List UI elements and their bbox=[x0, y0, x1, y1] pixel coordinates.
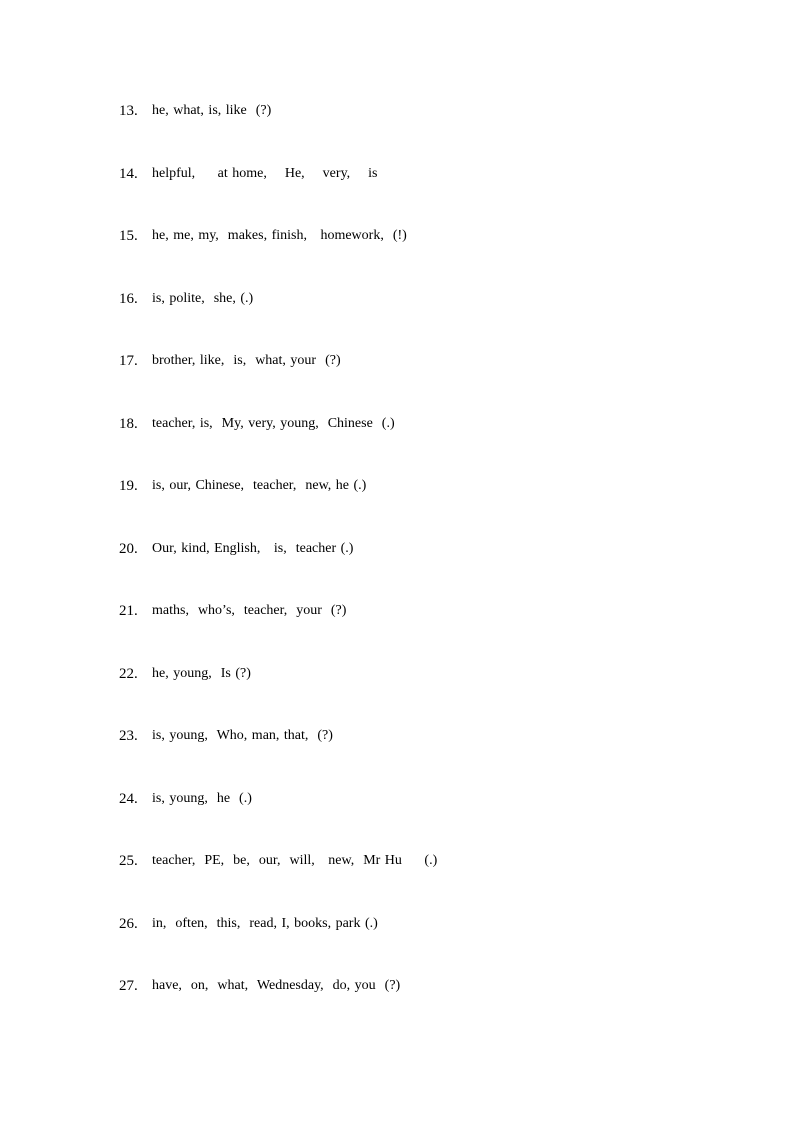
question-number: 24. bbox=[119, 790, 138, 807]
question-words: maths, who’s, teacher, your (?) bbox=[152, 603, 347, 618]
question-item bbox=[119, 164, 719, 227]
question-item bbox=[119, 976, 719, 1039]
question-item bbox=[119, 664, 719, 727]
question-item bbox=[119, 289, 719, 352]
question-words: he, young, Is (?) bbox=[152, 665, 251, 681]
question-number: 20. bbox=[119, 540, 138, 557]
question-words: have, on, what, Wednesday, do, you (?) bbox=[152, 978, 401, 993]
question-words: is, young, he (.) bbox=[152, 790, 252, 806]
question-words: is, our, Chinese, teacher, new, he (.) bbox=[152, 478, 367, 493]
question-item bbox=[119, 851, 719, 914]
question-words: helpful, at home, He, very, is bbox=[152, 165, 378, 181]
question-item bbox=[119, 726, 719, 789]
question-words: he, what, is, like (?) bbox=[152, 103, 272, 118]
question-words: Our, kind, English, is, teacher (.) bbox=[152, 540, 354, 556]
question-number: 21. bbox=[119, 603, 138, 619]
question-item bbox=[119, 226, 719, 289]
question-item bbox=[119, 414, 719, 477]
question-number: 16. bbox=[119, 290, 138, 307]
question-words: is, young, Who, man, that, (?) bbox=[152, 728, 333, 743]
question-number: 13. bbox=[119, 103, 138, 119]
question-item bbox=[119, 789, 719, 852]
question-number: 15. bbox=[119, 228, 138, 244]
question-number: 17. bbox=[119, 353, 138, 369]
question-number: 22. bbox=[119, 665, 138, 682]
question-number: 23. bbox=[119, 728, 138, 744]
question-number: 19. bbox=[119, 478, 138, 494]
question-item bbox=[119, 476, 719, 539]
question-number: 14. bbox=[119, 165, 138, 182]
question-words: teacher, PE, be, our, will, new, Mr Hu (.) bbox=[152, 853, 438, 868]
question-words: teacher, is, My, very, young, Chinese (.) bbox=[152, 415, 395, 431]
question-item bbox=[119, 601, 719, 664]
question-words: in, often, this, read, I, books, park (.) bbox=[152, 915, 378, 931]
question-item bbox=[119, 351, 719, 414]
question-number: 18. bbox=[119, 415, 138, 432]
question-item bbox=[119, 101, 719, 164]
question-words: he, me, my, makes, finish, homework, (!) bbox=[152, 228, 407, 243]
question-item bbox=[119, 539, 719, 602]
question-number: 26. bbox=[119, 915, 138, 932]
question-number: 27. bbox=[119, 978, 138, 994]
question-words: is, polite, she, (.) bbox=[152, 290, 254, 306]
question-number: 25. bbox=[119, 853, 138, 869]
question-item bbox=[119, 914, 719, 977]
question-words: brother, like, is, what, your (?) bbox=[152, 353, 341, 368]
question-list bbox=[119, 101, 719, 1039]
